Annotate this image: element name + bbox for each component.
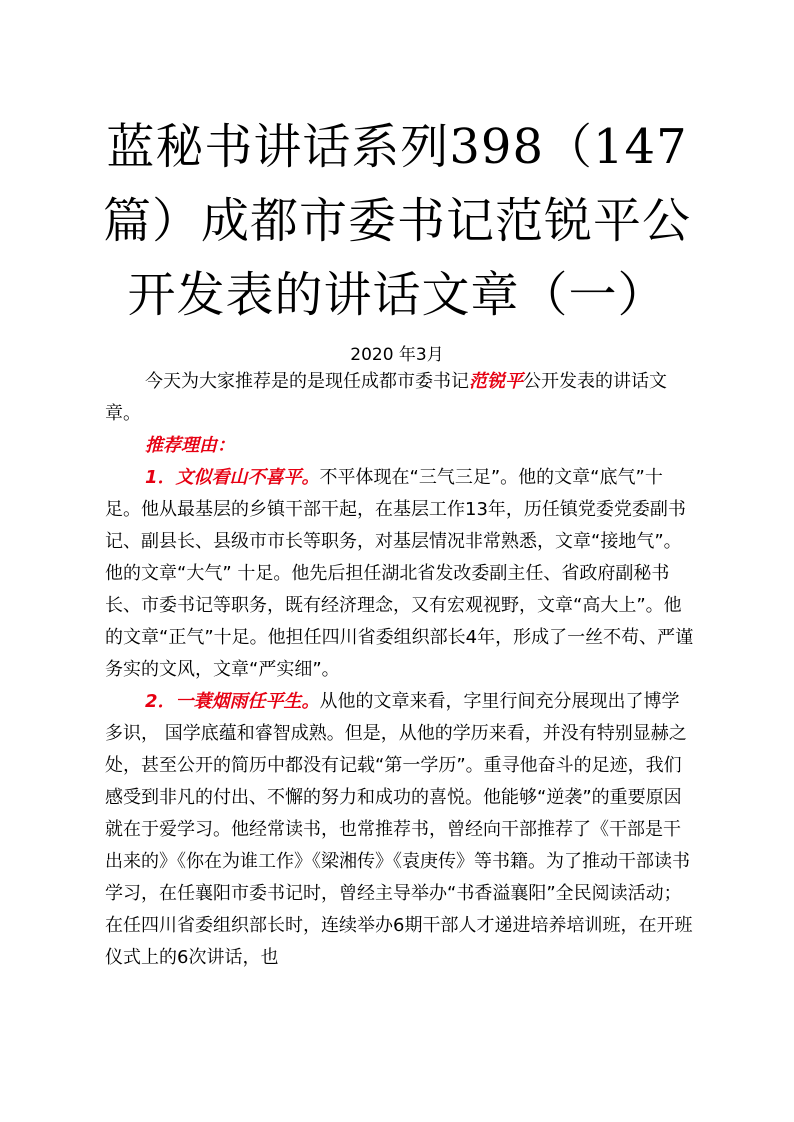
document-body <box>105 366 695 974</box>
point-2-heading: 2．一蓑烟雨任平生。 <box>145 691 320 712</box>
reason-heading-paragraph <box>105 430 695 462</box>
highlighted-name: 范锐平 <box>469 371 523 392</box>
intro-text-before: 今天为大家推荐是的是现任成都市委书记 <box>145 371 469 392</box>
document-title: 蓝秘书讲话系列398（147篇）成都市委书记范锐平公开发表的讲话文章（一） <box>102 119 691 323</box>
document-date: 2020 年3月 <box>350 345 444 365</box>
point-1-paragraph <box>105 462 695 686</box>
point-2-paragraph <box>105 686 695 974</box>
intro-paragraph <box>105 366 695 430</box>
point-2-text: 从他的文章来看，字里行间充分展现出了博学多识， 国学底蕴和睿智成熟。但是，从他的学历来看，并没有特别显赫之处，甚至公开的简历中都没有记载“第一学历”。重寻他奋斗的足迹，我们感受到非凡的付出、不懈的努力和成功的喜悦。他能够“逆袭”的重要原因就在于爱学习。他经常读书，也常推荐书，曾经向干部推荐了《干部是干出来的》《你在为谁工作》《梁湘传》《袁庚传》等书籍。为了推动干部读书学习，在任襄阳市委书记时，曾经主导举办“书香溢襄阳”全民阅读活动；在任四川省委组织部长时，连续举办6期干部人才递进培养培训班，在开班仪式上的6次讲话，也 <box>105 691 693 968</box>
point-1-text: 不平体现在“三气三足”。他的文章“底气”十足。他从最基层的乡镇干部干起，在基层工作13年，历任镇党委党委副书记、副县长、县级市市长等职务，对基层情况非常熟悉，文章“接地气”。他的文章“大气” 十足。他先后担任湖北省发改委副主任、省政府副秘书长、市委书记等职务，既有经济理念，又有宏观视野，文章“高大上”。他的文章“正气”十足。他担任四川省委组织部长4年，形成了一丝不苟、严谨务实的文风，文章“严实细”。 <box>105 467 694 680</box>
point-1-heading: 1．文似看山不喜平。 <box>145 467 320 488</box>
reason-heading: 推荐理由： <box>145 435 235 456</box>
intro-text-after: 公开发表的讲话文章。 <box>105 371 667 424</box>
